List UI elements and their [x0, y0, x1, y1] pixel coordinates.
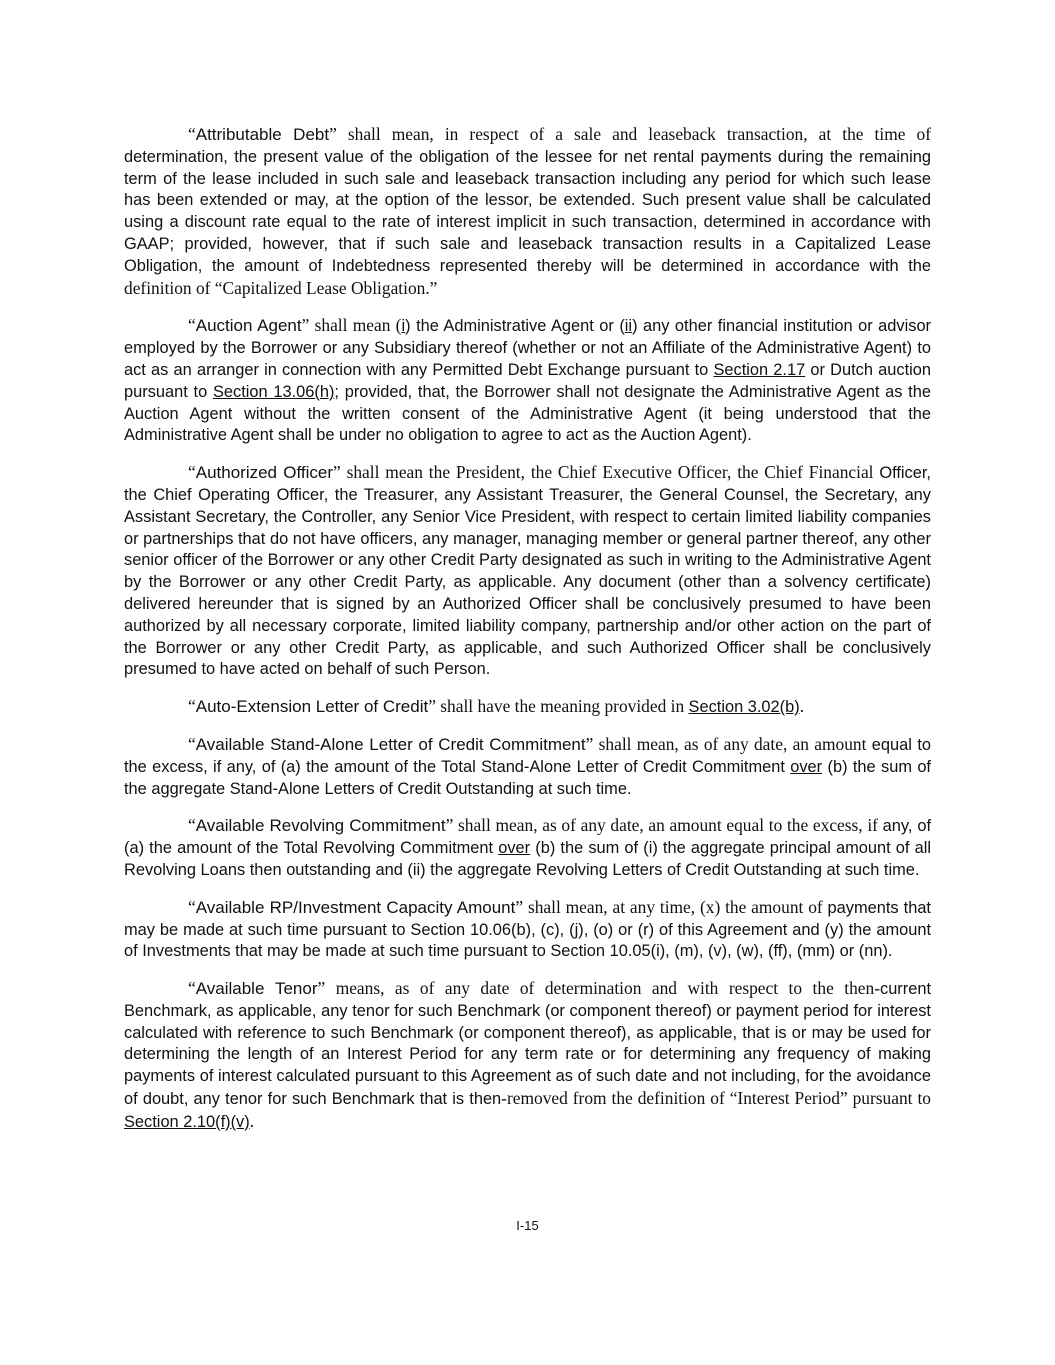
definition-available-revolving-commitment [124, 815, 931, 881]
definition-body: payments that may be made at such time pursuant to Section 10.06(b), (c), (j), (o) or (r) of this Agreement and (y) the amount of Investments that may be made at such time pursuant to Section 10.05(i), (m), (v), (w), (ff), (mm) or (nn). [124, 898, 931, 961]
open-quote: “ [188, 815, 196, 836]
definition-end: . [249, 1110, 255, 1131]
definition-body: equal to the excess, if any, of (a) the amount of the Total Stand-Alone Letter of Credit Commitment [124, 735, 931, 776]
defined-term: Available Stand-Alone Letter of Credit Commitment [195, 734, 586, 754]
definition-text: ; provided, that, the Borrower shall not designate the Administrative Agent as the Auction Agent without the written consent of the Administrative Agent (it being understood that the Administrative Agent shall be under no obligation to agree to act as the Auction Agent). [124, 382, 931, 445]
definition-available-tenor [124, 978, 931, 1134]
definition-text: ) any other financial institution or advisor employed by the Borrower or any Subsidiary thereof (whether or not an Affiliate of the Administrative Agent) to act as an arranger in connection with any Permitted Debt Exchange pursuant to [124, 317, 932, 379]
clause-ref-i: i [401, 317, 406, 336]
definition-body: any, of (a) the amount of the Total Revolving Commitment [124, 817, 932, 858]
section-ref-13-06h: Section 13.06(h) [212, 382, 335, 401]
over-emphasis: over [790, 757, 823, 776]
open-quote: “ [188, 978, 196, 999]
open-quote: “ [188, 733, 196, 754]
definition-lead: shall mean, at any time, (x) the amount of [523, 896, 828, 917]
close-quote: ” [317, 978, 326, 999]
defined-term: Available Revolving Commitment [195, 816, 446, 836]
definition-tail: -removed from the definition of “Interest Period” pursuant to [501, 1088, 931, 1109]
definition-tail: . [799, 696, 805, 717]
definition-lead: shall have the meaning provided in [435, 696, 689, 717]
definition-lead: shall mean, in respect of a sale and leaseback transaction, at the time of [336, 124, 931, 144]
open-quote: “ [188, 462, 196, 483]
page-number: I-15 [516, 1218, 539, 1233]
close-quote: ” [585, 733, 594, 754]
definition-auction-agent [124, 315, 931, 447]
definition-lead: shall mean ( [309, 315, 402, 336]
definition-text: or Dutch auction pursuant to [124, 360, 932, 401]
close-quote: ” [445, 815, 454, 836]
definition-body: (b) the sum of (i) the aggregate principal amount of all Revolving Loans then outstanding and (ii) the aggregate Revolving Letters of Credit Outstanding at such time. [124, 839, 931, 879]
defined-term: Auto-Extension Letter of Credit [195, 697, 429, 717]
definition-body: current Benchmark, as applicable, any tenor for such Benchmark (or component thereof) or payment period for interest calculated with reference to such Benchmark (or component thereof), as applicable, that is or may be used for determining the length of an Interest Period for any term rate or for determining any frequency of making payments of interest calculated pursuant to this Agreement as of such date and not including, for the avoidance of doubt, any tenor for such Benchmark that is then [124, 980, 932, 1109]
open-quote: “ [188, 315, 196, 336]
definition-text: ) the Administrative Agent or ( [405, 317, 625, 336]
definition-body: (b) the sum of the aggregate Stand-Alone Letters of Credit Outstanding at such time. [124, 757, 931, 798]
section-ref-3-02b: Section 3.02(b) [688, 698, 800, 717]
definition-attributable-debt [124, 124, 931, 300]
close-quote: ” [333, 462, 341, 483]
definition-lead: shall mean, as of any date, an amount [593, 733, 872, 754]
definition-available-rp-investment-capacity [124, 897, 931, 963]
section-ref-2-10fv: Section 2.10(f)(v) [124, 1112, 250, 1131]
defined-term: Authorized Officer [195, 463, 333, 483]
definition-body: Officer, the Chief Operating Officer, the Treasurer, any Assistant Treasurer, the General Counsel, the Secretary, any Assistant Secretary, the Controller, any Senior Vice President, with respect to certain limited liability companies or partnerships that do not have officers, any manager, managing member or general partner thereof, any other senior officer of the Borrower or any other Credit Party designated as such in writing to the Administrative Agent by the Borrower or any other Credit Party, as applicable. Any document (other than a solvency certificate) delivered hereunder that is signed by an Authorized Officer shall be conclusively presumed to have been authorized by all necessary corporate, limited liability company, partnership and/or other action on the part of the Borrower or any other Credit Party, as applicable, and such Authorized Officer shall be conclusively presumed to have acted on behalf of such Person. [124, 464, 931, 679]
open-quote: “ [188, 896, 196, 917]
clause-ref-ii: ii [624, 317, 633, 336]
definition-authorized-officer [124, 462, 931, 681]
close-quote: ” [301, 315, 310, 336]
section-ref-2-17: Section 2.17 [713, 360, 806, 379]
open-quote: “ [188, 124, 196, 144]
over-emphasis: over [498, 839, 531, 858]
close-quote: ” [329, 124, 337, 144]
defined-term: Available Tenor [195, 979, 318, 999]
definition-auto-extension-loc [124, 696, 931, 719]
definition-tail: definition of “Capitalized Lease Obligation.” [124, 277, 438, 298]
definition-lead: means, as of any date of determination and with respect to the then- [325, 978, 880, 999]
close-quote: ” [428, 696, 436, 717]
definition-lead: shall mean, as of any date, an amount equal to the excess, if [453, 815, 883, 836]
defined-term: Available RP/Investment Capacity Amount [195, 897, 516, 917]
definition-available-stand-alone-loc-commitment [124, 734, 931, 800]
open-quote: “ [188, 696, 196, 717]
defined-term: Attributable Debt [195, 125, 330, 144]
defined-term: Auction Agent [195, 316, 302, 336]
definition-body: determination, the present value of the obligation of the lessee for net rental payments during the remaining term of the lease included in such sale and leaseback transaction including any period for which such lease has been extended or may, at the option of the lessor, be extended. Such present value shall be calculated using a discount rate equal to the rate of interest implicit in such transaction, determined in accordance with GAAP; provided, however, that if such sale and leaseback transaction results in a Capitalized Lease Obligation, the amount of Indebtedness represented thereby will be determined in accordance with the [124, 147, 931, 275]
close-quote: ” [515, 896, 524, 917]
document-page [124, 124, 931, 1149]
definition-lead: shall mean the President, the Chief Executive Officer, the Chief Financial [340, 462, 880, 483]
